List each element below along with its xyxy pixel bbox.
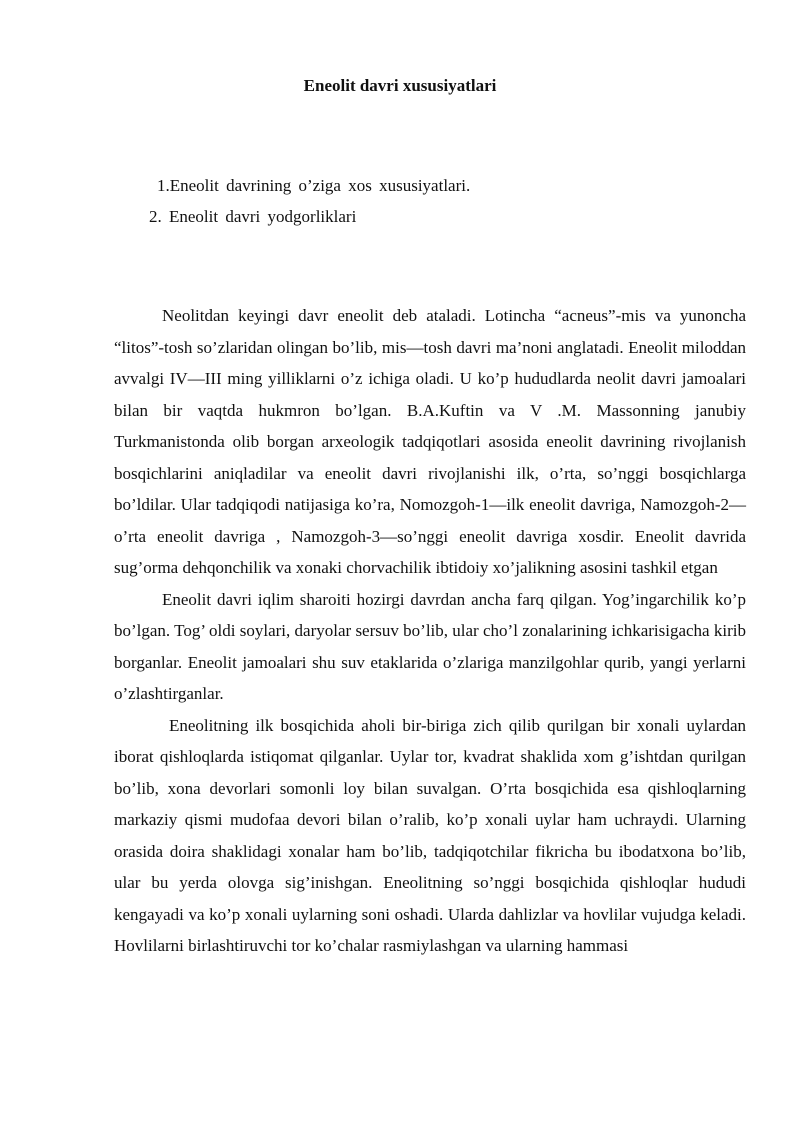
paragraph-3: Eneolitning ilk bosqichida aholi bir-biriga zich qilib qurilgan bir xonali uylardan iborat qishloqlarda istiqomat qilganlar. Uylar tor, kvadrat shaklida xom g’ishtdan qurilgan bo’lib, xona devorlari somonli loy bilan suvalgan. O’rta bosqichida esa qishloqlarning markaziy qismi mudofaa devori bilan o’ralib, ko’p xonali uylar ham uchraydi. Ularning orasida doira shaklidagi xonalar ham bo’lib, tadqiqotchilar fikricha bu ibodatxona bo’lib, ular bu yerda olovga sig’inishgan. Eneolitning so’nggi bosqichida qishloqlar hududi kengayadi va ko’p xonali uylarning soni oshadi. Ularda dahlizlar va hovlilar vujudga keladi. Hovlilarni birlashtiruvchi tor ko’chalar rasmiylashgan va ularning hammasi: [114, 715, 746, 955]
paragraph-1: Neolitdan keyingi davr eneolit deb ataladi. Lotincha “acneus”-mis va yunoncha “litos”-tosh so’zlaridan olingan bo’lib, mis—tosh davri ma’noni anglatadi. Eneolit miloddan avvalgi IV—III ming yilliklarni o’z ichiga oladi. U ko’p hududlarda neolit davri jamoalari bilan bir vaqtda hukmron bo’lgan. B.A.Kuftin va V .M. Massonning janubiy Turkmanistonda olib borgan arxeologik tadqiqotlari asosida eneolit davrining rivojlanish bosqichlarini aniqladilar va eneolit davri rivojlanishi ilk, o’rta, so’nggi bosqichlarga bo’ldilar. Ular tadqiqodi natijasiga ko’ra, Nomozgoh-1—ilk eneolit davriga, Namozgoh-2— o’rta eneolit davriga , Namozgoh-3—so’nggi eneolit davriga xosdir. Eneolit davrida sug’orma dehqonchilik va xonaki chorvachilik ibtidoiy xo’jalikning asosini tashkil etgan: [114, 306, 746, 577]
toc-item-2: 2. Eneolit davri yodgorliklari: [149, 207, 357, 226]
toc-item-1: 1.Eneolit davrining o’ziga xos xususiyatlari.: [157, 176, 471, 195]
document-body: [114, 300, 746, 962]
paragraph-2: Eneolit davri iqlim sharoiti hozirgi davrdan ancha farq qilgan. Yog’ingarchilik ko’p bo’lgan. Tog’ oldi soylari, daryolar sersuv bo’lib, ular cho’l zonalarining ichkarisigacha kirib borganlar. Eneolit jamoalari shu suv etaklarida o’zlariga manzilgohlar qurib, yangi yerlarni o’zlashtirganlar.: [114, 589, 746, 703]
page-title: Eneolit davri xususiyatlari: [303, 76, 497, 95]
